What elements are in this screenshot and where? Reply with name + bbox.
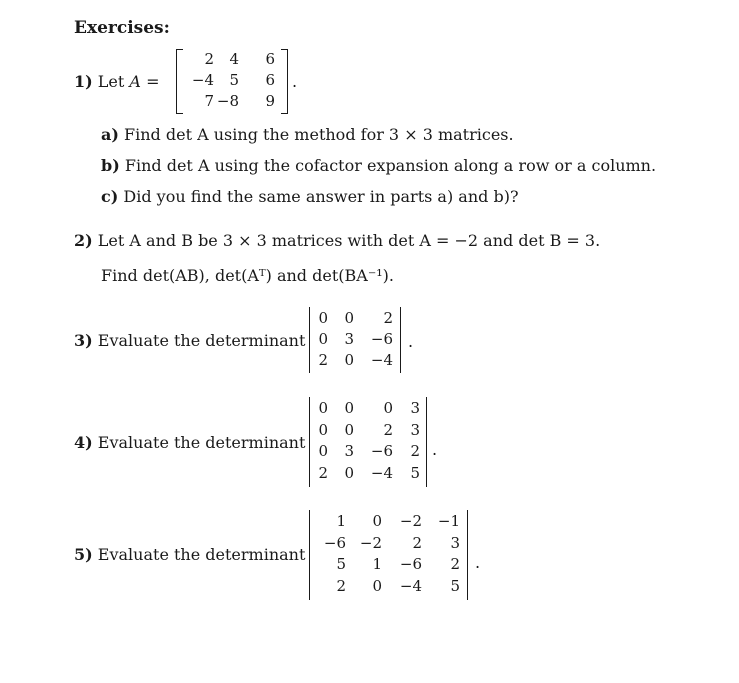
q5-matrix-entry: 2	[450, 555, 460, 573]
question-1a-label: a)	[101, 125, 119, 144]
q1-matrix-entry: 6	[265, 50, 275, 68]
q3-matrix-entry: 3	[344, 330, 354, 348]
q1-matrix-entry: −8	[216, 92, 239, 110]
q4-matrix-entry: 0	[344, 420, 354, 439]
question-1-number: 1)	[74, 72, 93, 91]
determinant-4-right-bar	[426, 397, 427, 487]
q5-matrix-entry: 0	[372, 512, 382, 530]
question-2-number: 2)	[74, 231, 93, 250]
q4-matrix-entry: 2	[318, 463, 328, 482]
determinant-3-right-bar	[400, 307, 401, 373]
q5-matrix-entry: 1	[372, 555, 382, 573]
q4-matrix-entry: 0	[344, 399, 354, 417]
q4-matrix-entry: 0	[383, 399, 393, 417]
q3-matrix-entry: 0	[344, 309, 354, 327]
question-5-text	[74, 545, 305, 564]
q4-matrix-entry: 3	[410, 420, 420, 439]
q5-matrix-entry: 2	[336, 576, 346, 595]
q4-matrix-entry: −4	[370, 463, 393, 482]
question-4-text	[74, 433, 305, 452]
q4-matrix-entry: 0	[318, 420, 328, 439]
q4-matrix-entry: 2	[383, 420, 393, 439]
q1-matrix-entry: 9	[265, 92, 275, 110]
question-1-let: Let	[97, 72, 125, 91]
question-1a-text: Find det A using the method for 3 × 3 matrices.	[124, 125, 514, 144]
question-1c-text: Did you find the same answer in parts a) and b)?	[123, 187, 519, 206]
q4-matrix-entry: 3	[410, 399, 420, 417]
determinant-5-right-bar	[467, 510, 468, 600]
q5-matrix-entry: −4	[399, 576, 422, 595]
q5-matrix-entry: −1	[437, 512, 460, 530]
q1-matrix-entry: 2	[204, 50, 214, 68]
question-3-label: Evaluate the determinant	[97, 331, 306, 350]
q1-matrix-entry: 4	[229, 50, 239, 68]
q3-matrix-entry: 0	[318, 309, 328, 327]
q3-matrix-entry: −4	[370, 351, 393, 369]
q5-matrix-entry: 5	[336, 555, 346, 573]
q4-matrix-entry: −6	[370, 442, 393, 460]
question-4-number: 4)	[74, 433, 93, 452]
q3-matrix-entry: −6	[370, 330, 393, 348]
q4-matrix-entry: 0	[318, 442, 328, 460]
determinant-3-period: .	[408, 332, 414, 351]
matrix-a-right-bracket	[281, 49, 288, 114]
question-5-number: 5)	[74, 545, 93, 564]
q5-matrix-entry: 5	[450, 576, 460, 595]
matrix-a-period: .	[292, 72, 298, 91]
question-1b-label: b)	[101, 156, 120, 175]
q4-matrix-entry: 0	[318, 399, 328, 417]
exercises-title: Exercises:	[74, 18, 170, 38]
question-1-intro	[74, 72, 159, 91]
question-1b-text: Find det A using the cofactor expansion along a row or a column.	[124, 156, 657, 175]
q4-matrix-entry: 2	[410, 442, 420, 460]
question-5-label: Evaluate the determinant	[97, 545, 306, 564]
q5-matrix-entry: −6	[323, 533, 346, 552]
question-1-var: A	[129, 72, 141, 91]
q5-matrix-entry: 2	[412, 533, 422, 552]
q4-matrix-entry: 5	[410, 463, 420, 482]
determinant-4-period: .	[432, 440, 438, 459]
question-2-text: Let A and B be 3 × 3 matrices with det A = −2 and det B = 3.	[97, 231, 601, 250]
q4-matrix-entry: 3	[344, 442, 354, 460]
question-1-eq: =	[146, 72, 160, 91]
q3-matrix-entry: 2	[383, 309, 393, 327]
q5-matrix-entry: −2	[359, 533, 382, 552]
question-1b	[101, 156, 656, 175]
q3-matrix-entry: 2	[318, 351, 328, 369]
question-1c	[101, 187, 519, 206]
question-3-text	[74, 331, 305, 350]
q1-matrix-entry: 5	[229, 71, 239, 89]
q5-matrix-entry: 0	[372, 576, 382, 595]
question-4-label: Evaluate the determinant	[97, 433, 306, 452]
q5-matrix-entry: −2	[399, 512, 422, 530]
q5-matrix-entry: 3	[450, 533, 460, 552]
question-2-line-1	[74, 231, 600, 250]
q1-matrix-entry: 6	[265, 71, 275, 89]
question-1c-label: c)	[101, 187, 119, 206]
question-3-number: 3)	[74, 331, 93, 350]
q1-matrix-entry: 7	[204, 92, 214, 110]
q5-matrix-entry: −6	[399, 555, 422, 573]
question-1a	[101, 125, 514, 144]
determinant-5-period: .	[475, 553, 481, 572]
q1-matrix-entry: −4	[191, 71, 214, 89]
q3-matrix-entry: 0	[344, 351, 354, 369]
q3-matrix-entry: 0	[318, 330, 328, 348]
q5-matrix-entry: 1	[336, 512, 346, 530]
question-2-line-2: Find det(AB), det(Aᵀ) and det(BA⁻¹).	[101, 266, 394, 285]
q4-matrix-entry: 0	[344, 463, 354, 482]
